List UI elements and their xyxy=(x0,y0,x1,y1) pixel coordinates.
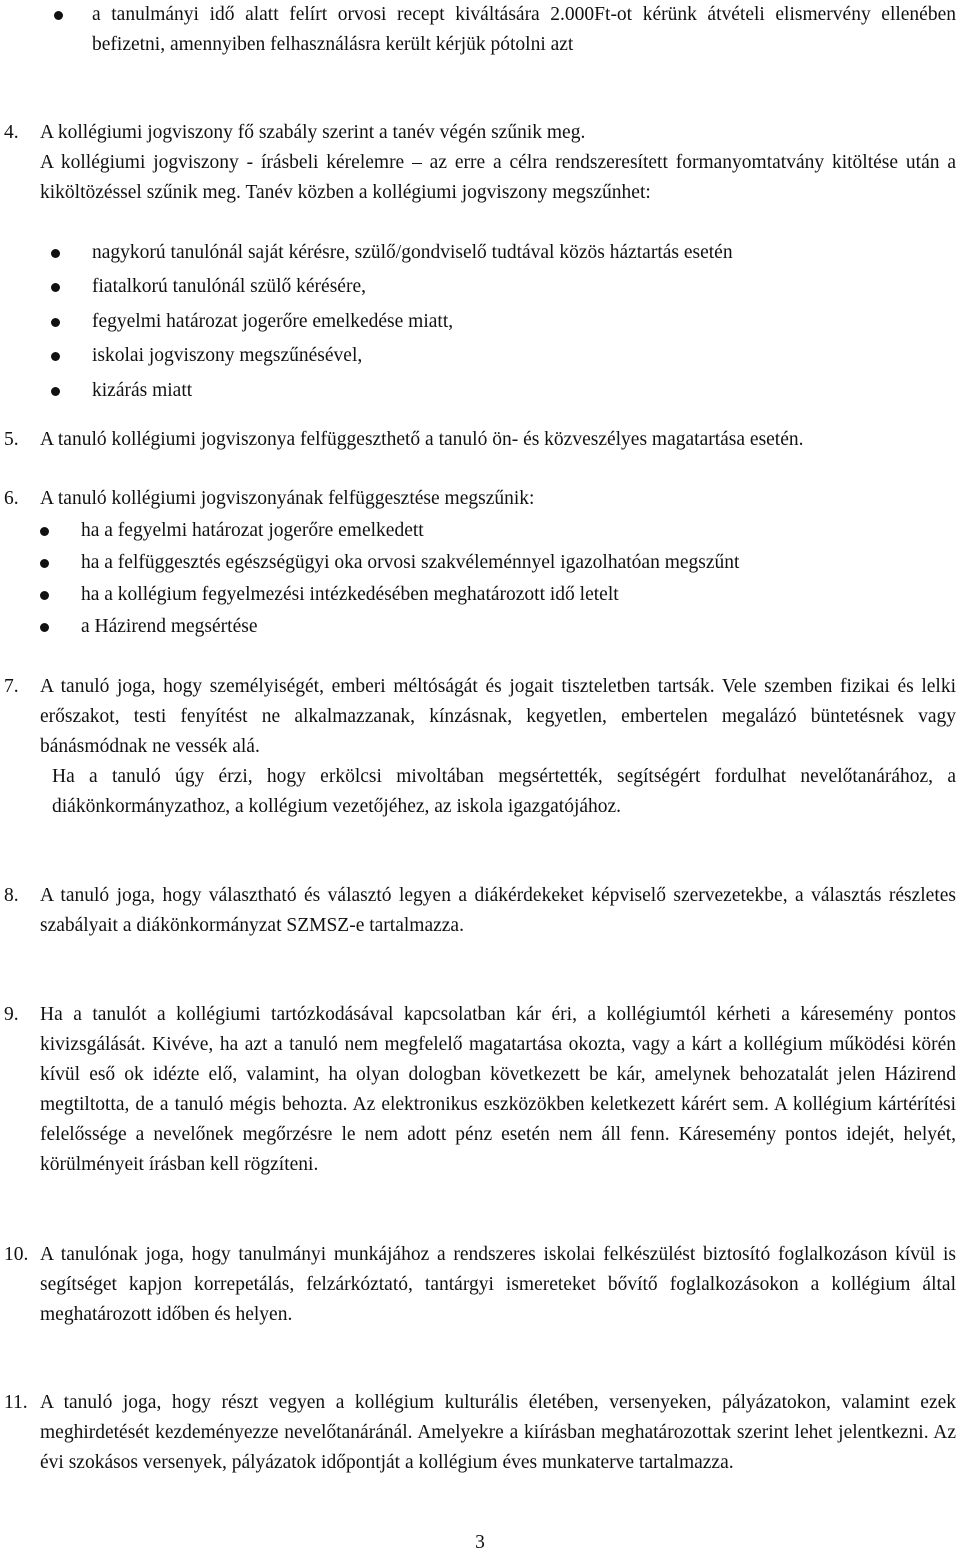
top-bullet-text: a tanulmányi idő alatt felírt orvosi recept kiváltására 2.000Ft-ot kérünk átvételi elismervény ellenében befizetni, amennyiben felhasználásra került kérjük pótolni azt xyxy=(92,4,956,55)
list-item-text: ha a fegyelmi határozat jogerőre emelkedett xyxy=(81,520,424,541)
item-8-text: A tanuló joga, hogy választható és választó legyen a diákérdekeket képviselő szervezetekbe, a választás részletes szabályait a diákönkormányzat SZMSZ-e tartalmazza. xyxy=(40,885,956,936)
bullet-dot xyxy=(40,559,49,568)
item-6-number: 6. xyxy=(4,488,19,509)
item-6-text: A tanuló kollégiumi jogviszonyának felfüggesztése megszűnik: xyxy=(40,488,535,509)
item-7-text: A tanuló joga, hogy személyiségét, emberi méltóságát és jogait tiszteletben tartsák. Vele szemben fizikai és lelki erőszakot, testi fenyítést ne alkalmazzanak, kínzásnak, kegyetlen, embertelen megalázó büntetésnek vagy bánásmódnak ne vessék alá. xyxy=(40,676,956,757)
bullet-dot xyxy=(51,249,60,258)
list-item-text: ha a felfüggesztés egészségügyi oka orvosi szakvéleménnyel igazolhatóan megszűnt xyxy=(81,552,740,573)
bullet-dot xyxy=(51,352,60,361)
item-7-number: 7. xyxy=(4,676,19,697)
item-4-paragraph: A kollégiumi jogviszony - írásbeli kérelemre – az erre a célra rendszeresített formanyomtatvány kitöltése után a kiköltözéssel szűnik meg. Tanév közben a kollégiumi jogviszony megszűnhet: xyxy=(40,152,956,203)
item-11-number: 11. xyxy=(4,1392,28,1413)
list-item-text: ha a kollégium fegyelmezési intézkedésében meghatározott idő letelt xyxy=(81,584,619,605)
item-9-number: 9. xyxy=(4,1004,19,1025)
list-item xyxy=(51,376,951,410)
bullet-dot xyxy=(40,527,49,536)
list-item-text: fegyelmi határozat jogerőre emelkedése miatt, xyxy=(92,310,454,332)
item-4-bullet-list xyxy=(51,238,951,410)
item-10-number: 10. xyxy=(4,1244,29,1265)
list-item xyxy=(51,307,951,341)
list-item xyxy=(40,548,956,580)
list-item-text: iskolai jogviszony megszűnésével, xyxy=(92,345,363,367)
item-4-number: 4. xyxy=(4,122,19,143)
item-7-text-2: Ha a tanuló úgy érzi, hogy erkölcsi mivoltában megsértették, segítségért fordulhat nevelőtanárához, a diákönkormányzathoz, a kollégium vezetőjéhez, az iskola igazgatójához. xyxy=(52,766,956,817)
list-item xyxy=(51,341,951,375)
list-item xyxy=(40,612,956,644)
bullet-dot xyxy=(51,283,60,292)
list-item xyxy=(51,238,951,272)
page-number: 3 xyxy=(475,1532,485,1553)
item-6-bullet-list xyxy=(40,516,956,644)
list-item xyxy=(51,272,951,306)
list-item-text: a Házirend megsértése xyxy=(81,616,258,637)
item-5-number: 5. xyxy=(4,429,19,450)
item-8-number: 8. xyxy=(4,885,19,906)
bullet-dot xyxy=(40,591,49,600)
list-item-text: nagykorú tanulónál saját kérésre, szülő/gondviselő tudtával közös háztartás esetén xyxy=(92,242,733,263)
bullet-dot xyxy=(54,11,63,20)
list-item-text: fiatalkorú tanulónál szülő kérésére, xyxy=(92,276,366,298)
bullet-dot xyxy=(51,318,60,327)
item-5-text: A tanuló kollégiumi jogviszonya felfüggeszthető a tanuló ön- és közveszélyes magatartása esetén. xyxy=(40,429,804,450)
bullet-dot xyxy=(40,623,49,632)
item-4-first-line: A kollégiumi jogviszony fő szabály szerint a tanév végén szűnik meg. xyxy=(40,122,586,143)
list-item-text: kizárás miatt xyxy=(92,379,193,401)
list-item xyxy=(40,580,956,612)
bullet-dot xyxy=(51,387,60,396)
item-9-text: Ha a tanulót a kollégiumi tartózkodásával kapcsolatban kár éri, a kollégiumtól kérheti a káresemény pontos kivizsgálását. Kivéve, ha azt a tanuló nem megfelelő magatartása okozta, vagy a kárt a kollégium működési körén kívül eső ok idézte elő, valamint, ha olyan dologban következett be kár, amelynek behozatalát jelen Házirend megtiltotta, de a tanuló mégis behozta. Az elektronikus eszközökben keletkezett kárért sem. A kollégium kártérítési felelőssége a nevelőnek megőrzésre le nem adott pénz esetén nem áll fenn. Káresemény pontos idejét, helyét, körülményeit írásban kell rögzíteni. xyxy=(40,1004,956,1175)
list-item xyxy=(40,516,956,548)
item-10-text: A tanulónak joga, hogy tanulmányi munkájához a rendszeres iskolai felkészülést biztosító foglalkozáson kívül is segítséget kapjon korrepetálás, felzárkóztató, tantárgyi ismereteket bővítő foglalkozásokon a kollégium által meghatározott időben és helyen. xyxy=(40,1244,956,1325)
item-11-text: A tanuló joga, hogy részt vegyen a kollégium kulturális életében, versenyeken, pályázatokon, valamint ezek meghirdetését kezdeményezze nevelőtanáránál. Amelyekre a kiírásban meghatározottak szerint lehet jelentkezni. Az évi szokásos versenyek, pályázatok időpontját a kollégium éves munkaterve tartalmazza. xyxy=(40,1392,956,1473)
